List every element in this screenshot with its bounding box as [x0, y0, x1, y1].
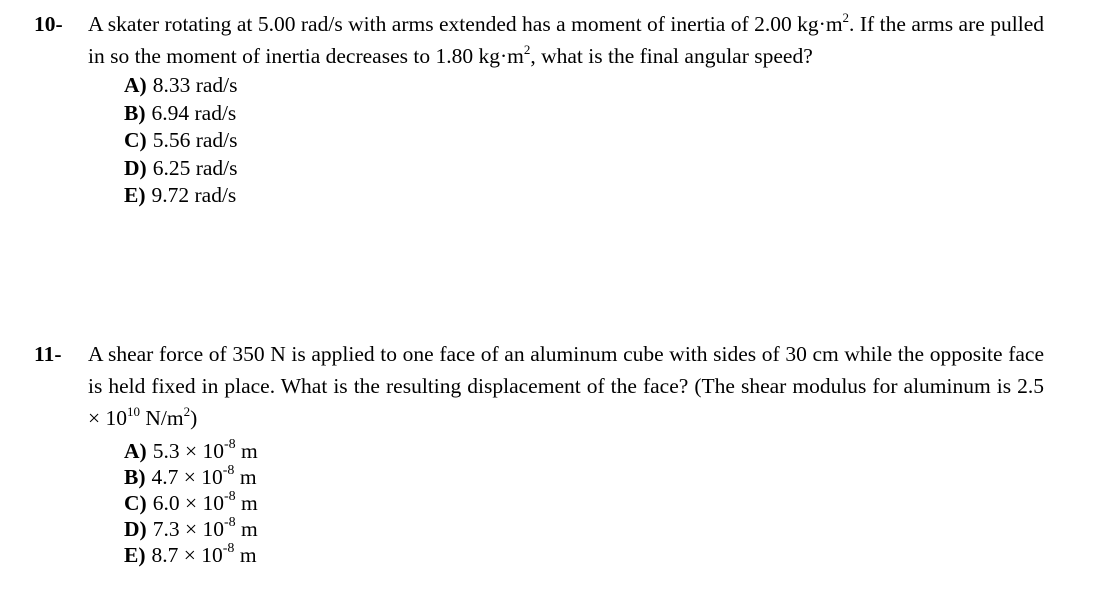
- answer-option-c[interactable]: [124, 127, 1044, 155]
- option-mantissa: 4.7 × 10: [151, 465, 223, 489]
- option-unit: m: [235, 517, 258, 541]
- question-11: [34, 338, 1044, 568]
- stem-text: ): [190, 406, 198, 430]
- stem-text: . If the arms are pulled in so the moment of inertia decreases to 1.80 kg·m: [88, 12, 1044, 68]
- option-text: 8.33 rad/s: [152, 73, 238, 97]
- question-stem: [88, 338, 1044, 434]
- stem-text: A skater rotating at 5.00 rad/s with arms extended has a moment of inertia of 2.00 kg·m: [88, 12, 843, 36]
- option-text: 5.56 rad/s: [152, 128, 238, 153]
- option-exponent: -8: [223, 514, 236, 530]
- stem-superscript: 2: [183, 403, 191, 419]
- option-unit: m: [234, 465, 257, 489]
- option-mantissa: 8.7 × 10: [151, 543, 223, 567]
- option-letter: C): [124, 491, 147, 515]
- option-letter: B): [124, 100, 146, 125]
- answer-option-d[interactable]: [124, 516, 1044, 542]
- option-exponent: -8: [223, 436, 236, 452]
- answer-option-a[interactable]: [124, 438, 1044, 464]
- stem-superscript: 10: [127, 403, 141, 419]
- question-number: 11-: [34, 342, 62, 366]
- answer-option-c[interactable]: [124, 490, 1044, 516]
- option-letter: E): [124, 543, 146, 567]
- option-letter: B): [124, 465, 146, 489]
- option-text: 6.25 rad/s: [152, 155, 238, 180]
- stem-text: , what is the final angular speed?: [530, 44, 813, 68]
- option-exponent: -8: [222, 462, 235, 478]
- option-unit: m: [235, 491, 258, 515]
- stem-text: N/m: [140, 406, 184, 430]
- stem-superscript: 2: [523, 41, 531, 57]
- answer-option-e[interactable]: [124, 182, 1044, 210]
- option-letter: C): [124, 128, 147, 153]
- option-letter: D): [124, 155, 147, 180]
- option-exponent: -8: [223, 488, 236, 504]
- answer-options: [124, 72, 1044, 210]
- answer-options: [124, 438, 1044, 568]
- option-letter: A): [124, 439, 147, 463]
- option-unit: m: [234, 543, 257, 567]
- option-text: 6.94 rad/s: [151, 100, 237, 125]
- stem-superscript: 2: [842, 9, 850, 25]
- answer-option-d[interactable]: [124, 155, 1044, 183]
- option-mantissa: 5.3 × 10: [152, 439, 224, 463]
- option-mantissa: 6.0 × 10: [152, 491, 224, 515]
- option-letter: A): [124, 73, 147, 97]
- option-exponent: -8: [222, 540, 235, 556]
- question-10: [34, 8, 1044, 210]
- option-unit: m: [235, 439, 258, 463]
- option-text: 9.72 rad/s: [151, 183, 237, 208]
- question-number: 10-: [34, 12, 63, 36]
- option-letter: D): [124, 517, 147, 541]
- stem-text: A shear force of 350 N is applied to one face of an aluminum cube with sides of 30 cm while the opposite face is held fixed in place. What is the resulting displacement of the face? (The shear modulus for aluminum is 2.5 × 10: [88, 342, 1044, 430]
- option-letter: E): [124, 183, 146, 208]
- answer-option-a[interactable]: [124, 72, 1044, 100]
- answer-option-b[interactable]: [124, 464, 1044, 490]
- question-stem: [88, 8, 1044, 72]
- option-mantissa: 7.3 × 10: [152, 517, 224, 541]
- answer-option-e[interactable]: [124, 542, 1044, 568]
- answer-option-b[interactable]: [124, 100, 1044, 128]
